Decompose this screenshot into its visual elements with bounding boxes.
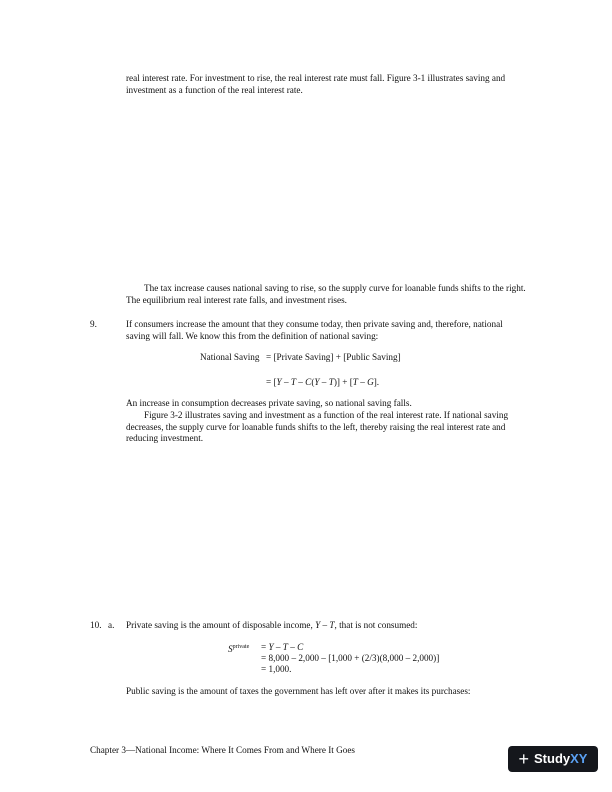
private-saving-line-2: = 8,000 – 2,000 – [1,000 + (2/3)(8,000 – 2,000)]	[261, 653, 440, 663]
private-saving-line-3: = 1,000.	[261, 664, 292, 674]
plus-icon: +	[518, 749, 530, 769]
top-paragraph: real interest rate. For investment to rise, the real interest rate must fall. Figure 3-1 illustrates saving and investment as a function of the real interest rate.	[126, 73, 506, 95]
page-footer: Chapter 3—National Income: Where It Comes From and Where It Goes	[90, 745, 356, 755]
private-saving-symbol: $S^{private}$	[228, 644, 250, 655]
question-number-10: 10.	[90, 620, 102, 630]
public-saving-sentence: Public saving is the amount of taxes the government has left over after it makes its purchases:	[126, 686, 471, 696]
question-number-9: 9.	[90, 319, 97, 329]
question-9-text: If consumers increase the amount that they consume today, then private saving and, therefore, national saving will fall. We know this from the definition of national saving:	[126, 319, 503, 341]
consumption-sentence: An increase in consumption decreases private saving, so national saving falls.	[126, 398, 412, 408]
equation-line-1	[200, 352, 259, 364]
figure-3-2-paragraph: Figure 3-2 illustrates saving and investment as a function of the real interest rate. If national saving decreases, the supply curve for loanable funds shifts to the left, thereby raising the real interest rate and reducing investment.	[126, 410, 509, 443]
tax-increase-paragraph: The tax increase causes national saving to rise, so the supply curve for loanable funds shifts to the right. The equilibrium real interest rate falls, and investment rises.	[126, 283, 526, 305]
equation-rhs-1: = [Private Saving] + [Public Saving]	[266, 352, 401, 362]
part-a-label: a.	[108, 620, 115, 630]
private-saving-line-1: = Y – T – C	[261, 642, 304, 652]
equation-line-2: = [Y – T – C(Y – T)] + [T – G].	[266, 377, 380, 387]
equation-lhs: National Saving	[200, 352, 260, 362]
logo-study-text: Study	[534, 751, 571, 767]
question-10a-text: Private saving is the amount of disposable income, Y – T, that is not consumed:	[126, 620, 418, 630]
studyxy-logo	[508, 746, 598, 772]
logo-xy-text: XY	[570, 751, 588, 767]
